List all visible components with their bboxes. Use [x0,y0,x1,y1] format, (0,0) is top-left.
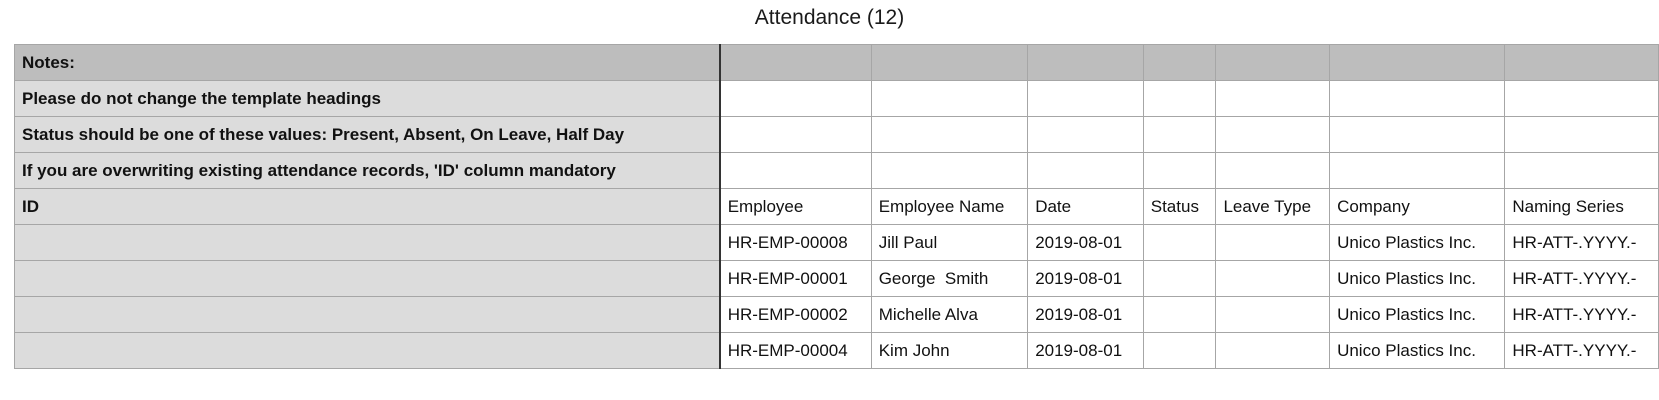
leave-type-cell[interactable] [1216,225,1330,261]
cell[interactable] [1143,153,1216,189]
cell[interactable] [1505,81,1659,117]
column-header-leave-type[interactable]: Leave Type [1216,189,1330,225]
notes-header-row [15,45,1659,81]
employee-cell[interactable]: HR-EMP-00008 [720,225,871,261]
employee-cell[interactable]: HR-EMP-00004 [720,333,871,369]
cell[interactable] [1330,153,1505,189]
employee-name-cell[interactable]: Michelle Alva [871,297,1027,333]
cell[interactable] [871,117,1027,153]
cell[interactable] [1330,81,1505,117]
cell[interactable] [871,153,1027,189]
cell[interactable] [720,153,871,189]
date-cell[interactable]: 2019-08-01 [1028,297,1144,333]
employee-name-cell[interactable]: Jill Paul [871,225,1027,261]
id-cell[interactable] [15,297,720,333]
date-cell[interactable]: 2019-08-01 [1028,225,1144,261]
table-row [15,225,1659,261]
cell[interactable] [1143,45,1216,81]
column-header-employee-name[interactable]: Employee Name [871,189,1027,225]
status-cell[interactable] [1143,297,1216,333]
note-row [15,153,1659,189]
company-cell[interactable]: Unico Plastics Inc. [1330,225,1505,261]
naming-series-cell[interactable]: HR-ATT-.YYYY.- [1505,261,1659,297]
leave-type-cell[interactable] [1216,261,1330,297]
id-cell[interactable] [15,261,720,297]
cell[interactable] [1028,153,1144,189]
note-row [15,81,1659,117]
cell[interactable] [720,81,871,117]
cell[interactable] [720,45,871,81]
table-row [15,297,1659,333]
table-row [15,333,1659,369]
naming-series-cell[interactable]: HR-ATT-.YYYY.- [1505,297,1659,333]
employee-cell[interactable]: HR-EMP-00002 [720,297,871,333]
cell[interactable] [1028,45,1144,81]
column-header-status[interactable]: Status [1143,189,1216,225]
table-row [15,261,1659,297]
cell[interactable] [1216,153,1330,189]
cell[interactable] [1028,81,1144,117]
cell[interactable] [1330,117,1505,153]
leave-type-cell[interactable] [1216,297,1330,333]
cell[interactable] [1505,153,1659,189]
cell[interactable] [1330,45,1505,81]
notes-header-cell[interactable]: Notes: [15,45,720,81]
date-cell[interactable]: 2019-08-01 [1028,333,1144,369]
attendance-table [14,44,1659,369]
cell[interactable] [1216,117,1330,153]
company-cell[interactable]: Unico Plastics Inc. [1330,333,1505,369]
cell[interactable] [1143,81,1216,117]
company-cell[interactable]: Unico Plastics Inc. [1330,297,1505,333]
cell[interactable] [1505,117,1659,153]
id-cell[interactable] [15,225,720,261]
naming-series-cell[interactable]: HR-ATT-.YYYY.- [1505,333,1659,369]
cell[interactable] [1143,117,1216,153]
cell[interactable] [1216,81,1330,117]
cell[interactable] [720,117,871,153]
cell[interactable] [1505,45,1659,81]
cell[interactable] [871,45,1027,81]
column-header-company[interactable]: Company [1330,189,1505,225]
cell[interactable] [871,81,1027,117]
leave-type-cell[interactable] [1216,333,1330,369]
employee-name-cell[interactable]: George Smith [871,261,1027,297]
status-cell[interactable] [1143,225,1216,261]
company-cell[interactable]: Unico Plastics Inc. [1330,261,1505,297]
column-header-row [15,189,1659,225]
note-row [15,117,1659,153]
note-cell[interactable]: Status should be one of these values: Present, Absent, On Leave, Half Day [15,117,720,153]
naming-series-cell[interactable]: HR-ATT-.YYYY.- [1505,225,1659,261]
sheet-title: Attendance (12) [754,6,905,29]
note-cell[interactable]: If you are overwriting existing attendance records, 'ID' column mandatory [15,153,720,189]
id-column-header[interactable]: ID [15,189,720,225]
column-header-employee[interactable]: Employee [720,189,871,225]
note-cell[interactable]: Please do not change the template headings [15,81,720,117]
employee-name-cell[interactable]: Kim John [871,333,1027,369]
status-cell[interactable] [1143,261,1216,297]
employee-cell[interactable]: HR-EMP-00001 [720,261,871,297]
date-cell[interactable]: 2019-08-01 [1028,261,1144,297]
column-header-naming-series[interactable]: Naming Series [1505,189,1659,225]
cell[interactable] [1028,117,1144,153]
column-header-date[interactable]: Date [1028,189,1144,225]
cell[interactable] [1216,45,1330,81]
status-cell[interactable] [1143,333,1216,369]
id-cell[interactable] [15,333,720,369]
